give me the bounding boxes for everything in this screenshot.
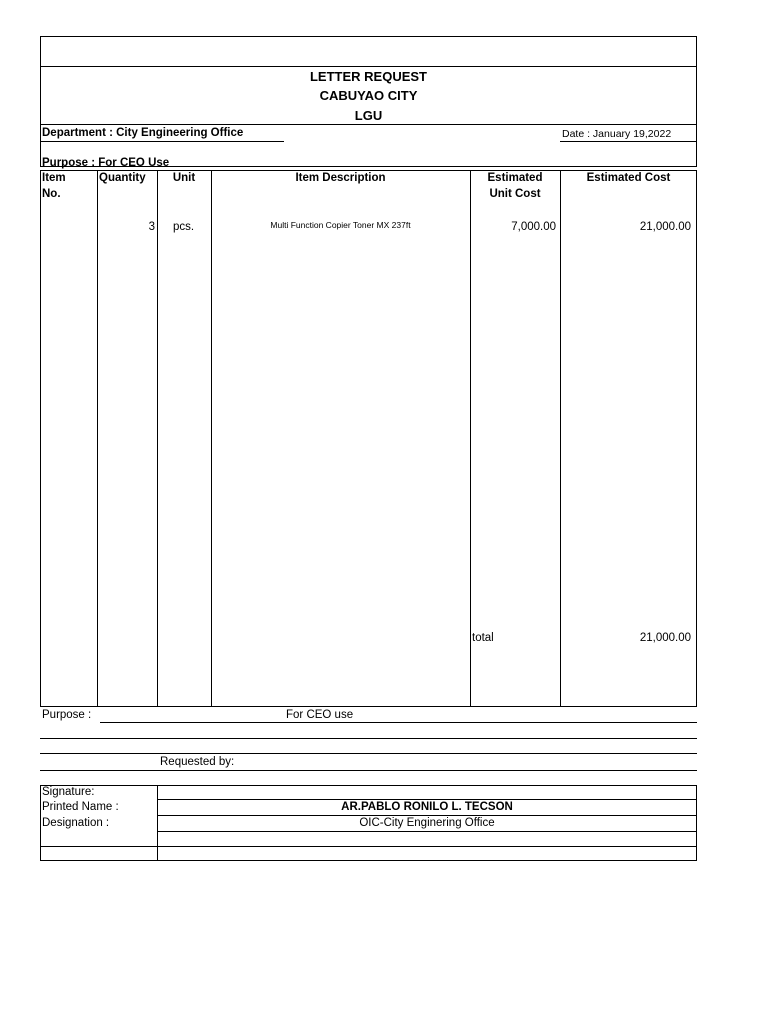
header-item-no-2: No. bbox=[42, 188, 61, 200]
col-divider-3 bbox=[211, 170, 212, 707]
blank-line-2 bbox=[40, 753, 697, 754]
header-unit-cost-2: Unit Cost bbox=[489, 188, 541, 200]
header-quantity: Quantity bbox=[99, 172, 146, 184]
total-value: 21,000.00 bbox=[639, 632, 691, 644]
title-line-1: LETTER REQUEST bbox=[309, 69, 427, 84]
signature-label: Signature: bbox=[42, 786, 95, 798]
footer-purpose-label: Purpose : bbox=[42, 709, 92, 721]
title-line-2: CABUYAO CITY bbox=[319, 88, 418, 103]
date-underline bbox=[560, 141, 697, 142]
row-description: Multi Function Copier Toner MX 237ft bbox=[270, 220, 411, 230]
designation-value: OIC-City Enginering Office bbox=[359, 817, 495, 829]
header-unit: Unit bbox=[172, 172, 196, 184]
row-unit: pcs. bbox=[173, 221, 195, 233]
department-underline bbox=[40, 141, 284, 142]
sig-row-line-4 bbox=[40, 846, 697, 847]
row-total-cost: 21,000.00 bbox=[639, 221, 691, 233]
printed-name-label: Printed Name : bbox=[42, 801, 119, 813]
header-unit-cost-1: Estimated bbox=[487, 172, 543, 184]
purpose-heading: Purpose : For CEO Use bbox=[42, 157, 170, 169]
blank-line-1 bbox=[40, 738, 697, 739]
date-label: Date : January 19,2022 bbox=[562, 128, 672, 140]
department-label: Department : City Engineering Office bbox=[42, 127, 244, 139]
total-label: total bbox=[472, 632, 494, 644]
purpose-underline bbox=[100, 722, 697, 723]
printed-name-value: AR.PABLO RONILO L. TECSON bbox=[341, 801, 513, 813]
header-divider-bottom bbox=[40, 124, 697, 125]
row-unit-cost: 7,000.00 bbox=[511, 221, 556, 233]
header-description: Item Description bbox=[295, 172, 386, 184]
header-divider-top bbox=[40, 66, 697, 67]
header-item-no-1: Item bbox=[42, 172, 66, 184]
header-total-cost: Estimated Cost bbox=[586, 172, 671, 184]
row-quantity: 3 bbox=[148, 221, 155, 233]
footer-purpose-value: For CEO use bbox=[286, 709, 354, 721]
col-divider-1 bbox=[97, 170, 98, 707]
col-divider-4 bbox=[470, 170, 471, 707]
requested-by-underline bbox=[40, 770, 697, 771]
items-table bbox=[40, 170, 697, 707]
sig-row-line-1 bbox=[157, 799, 697, 800]
col-divider-2 bbox=[157, 170, 158, 707]
col-divider-5 bbox=[560, 170, 561, 707]
requested-by-label: Requested by: bbox=[160, 756, 235, 768]
sig-row-line-3 bbox=[157, 831, 697, 832]
title-line-3: LGU bbox=[354, 108, 383, 123]
sig-row-line-2 bbox=[157, 815, 697, 816]
designation-label: Designation : bbox=[42, 817, 110, 829]
